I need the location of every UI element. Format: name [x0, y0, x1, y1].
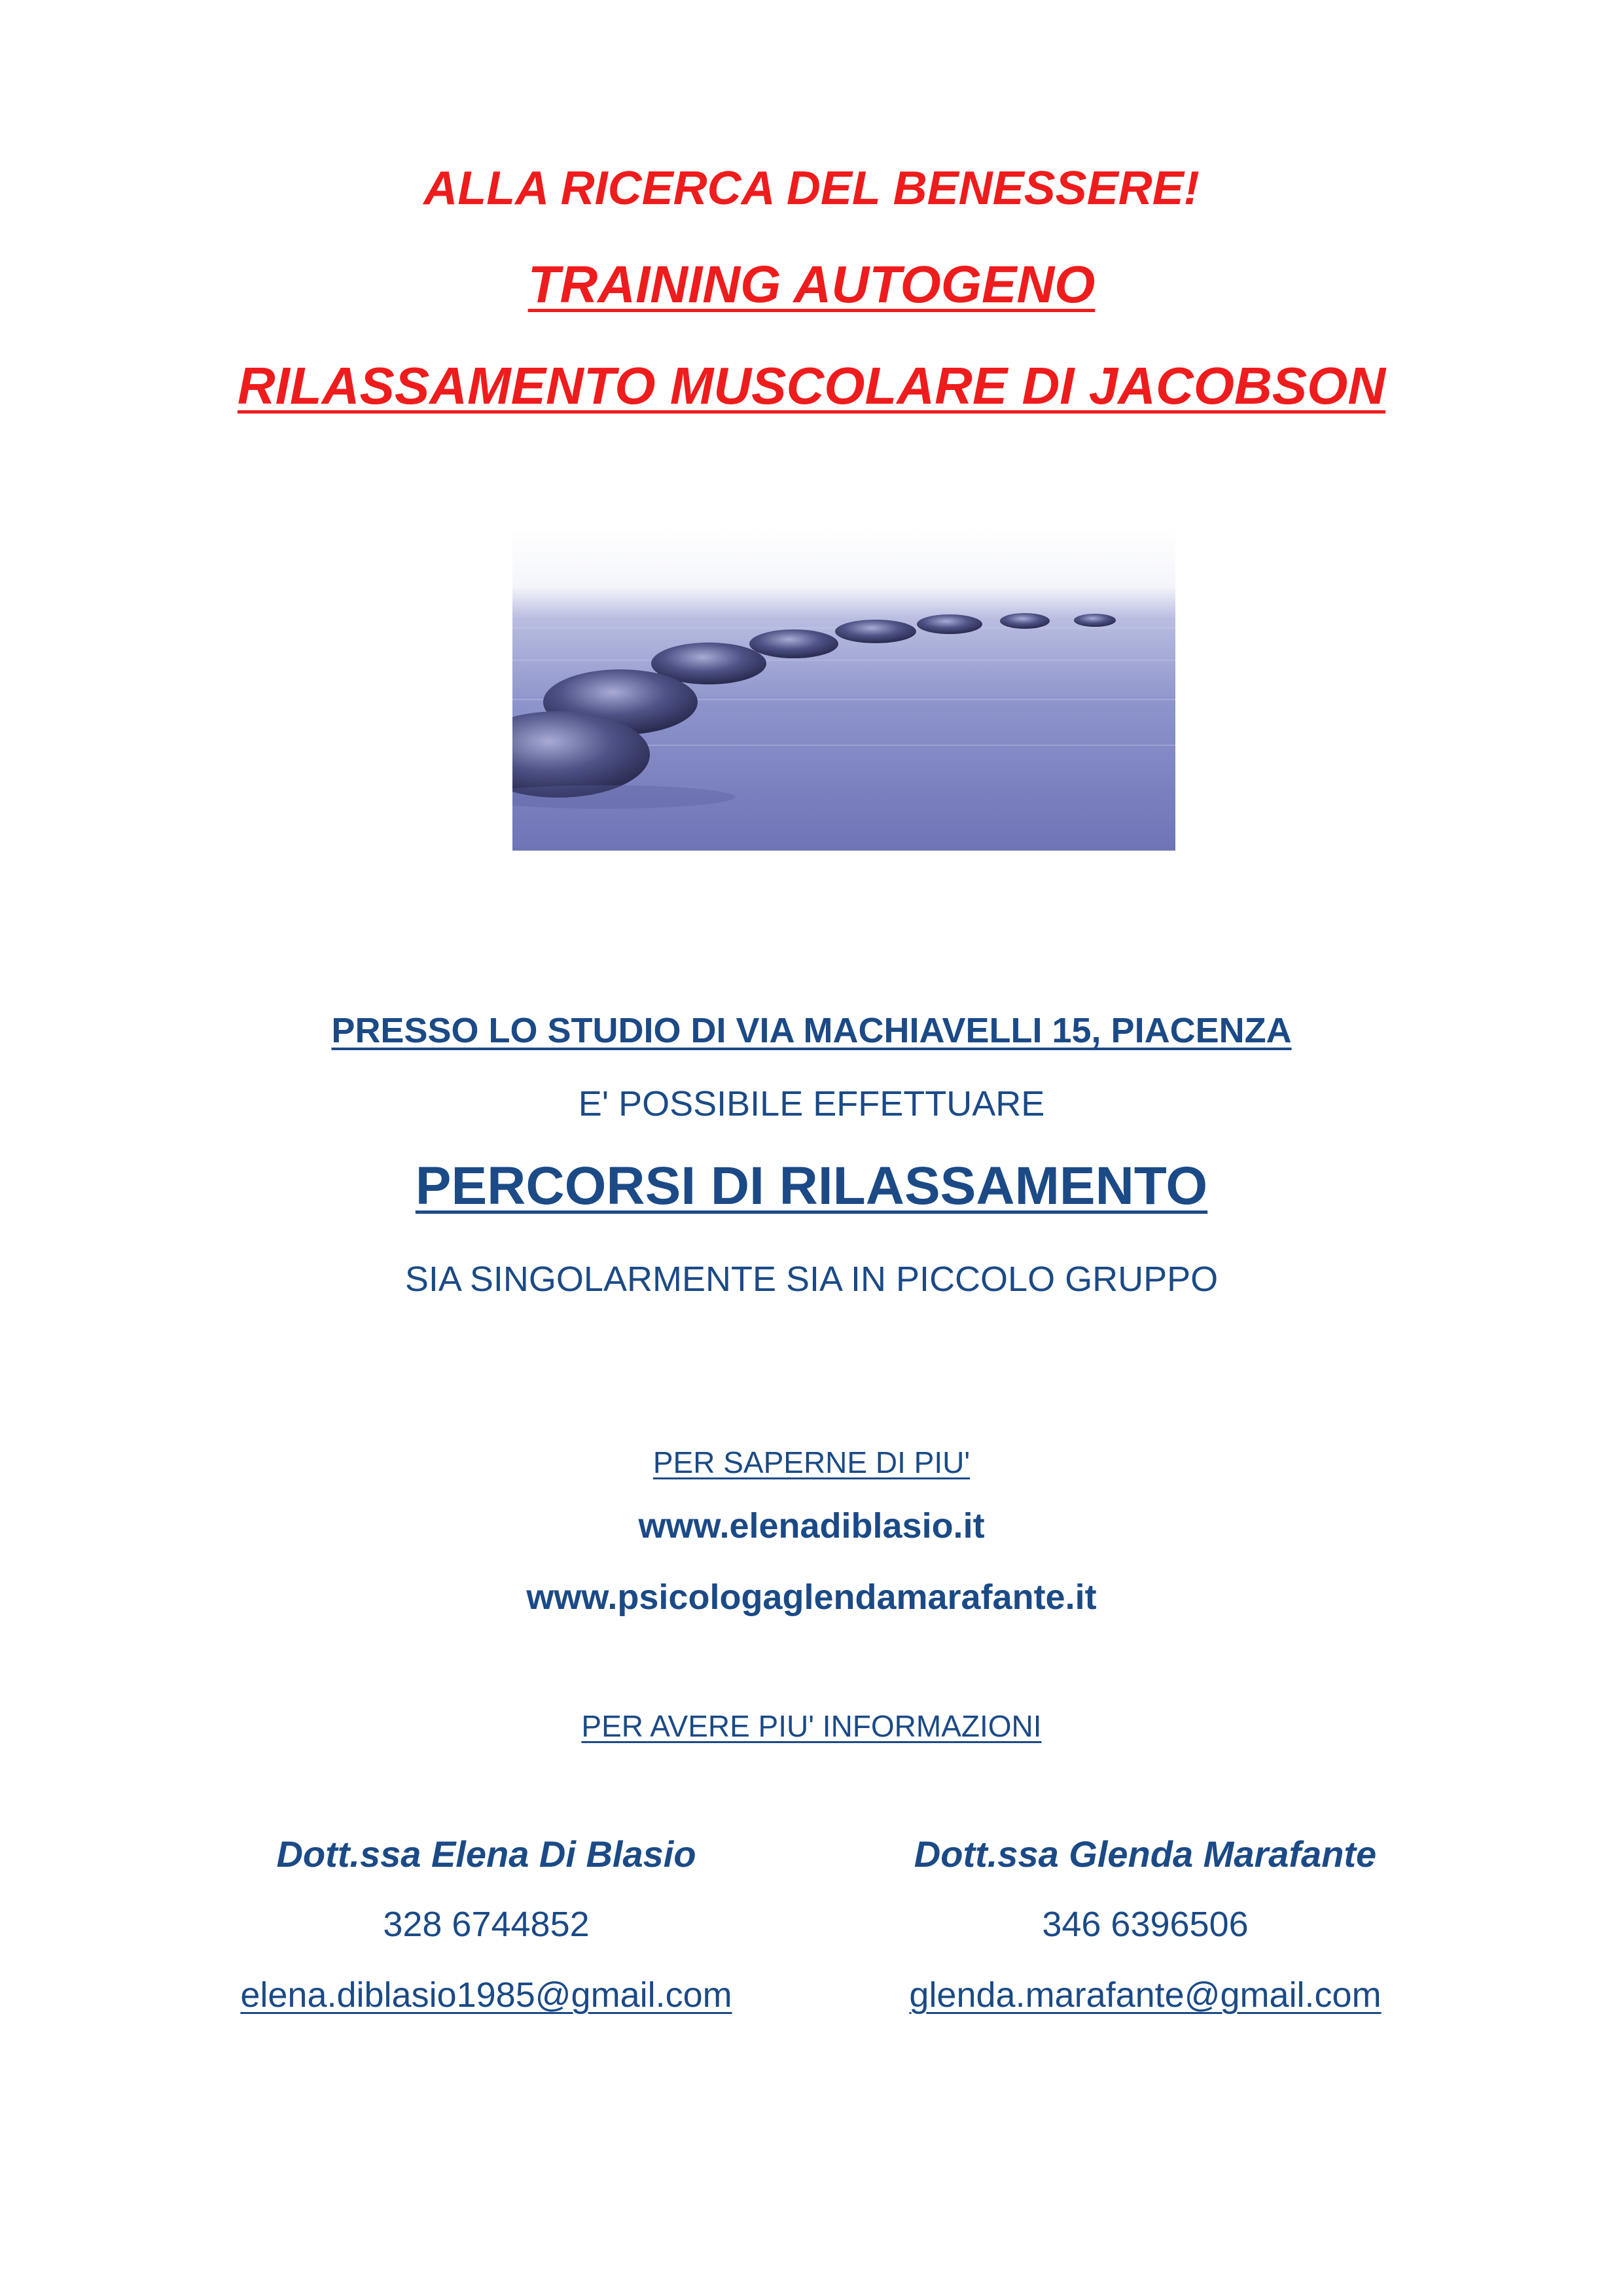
possible-text: E' POSSIBILE EFFETTUARE — [578, 1084, 1045, 1123]
more-info-label: PER SAPERNE DI PIU' — [652, 1445, 971, 1479]
headline-training-autogeno: TRAINING AUTOGENO — [527, 255, 1096, 313]
group-mode-text: SIA SINGOLARMENTE SIA IN PICCOLO GRUPPO — [404, 1260, 1219, 1299]
stepping-stones-image — [512, 529, 1175, 851]
contact-name-elena: Dott.ssa Elena Di Blasio — [276, 1833, 696, 1875]
contact-email-elena[interactable]: elena.diblasio1985@gmail.com — [240, 1975, 732, 2015]
contact-phone-glenda: 346 6396506 — [1042, 1905, 1249, 1944]
contact-info-label: PER AVERE PIU' INFORMAZIONI — [581, 1709, 1042, 1743]
contact-name-glenda: Dott.ssa Glenda Marafante — [914, 1833, 1377, 1875]
contact-email-glenda[interactable]: glenda.marafante@gmail.com — [909, 1975, 1382, 2015]
contact-phone-elena: 328 6744852 — [383, 1905, 590, 1944]
website-link-elena[interactable]: www.elenadiblasio.it — [638, 1506, 985, 1545]
headline-jacobson: RILASSAMENTO MUSCOLARE DI JACOBSON — [237, 357, 1386, 415]
website-link-glenda[interactable]: www.psicologaglendamarafante.it — [526, 1578, 1097, 1617]
studio-location: PRESSO LO STUDIO DI VIA MACHIAVELLI 15, PIACENZA — [331, 1011, 1292, 1050]
headline-benessere: ALLA RICERCA DEL BENESSERE! — [423, 162, 1200, 215]
percorsi-headline: PERCORSI DI RILASSAMENTO — [415, 1156, 1208, 1216]
